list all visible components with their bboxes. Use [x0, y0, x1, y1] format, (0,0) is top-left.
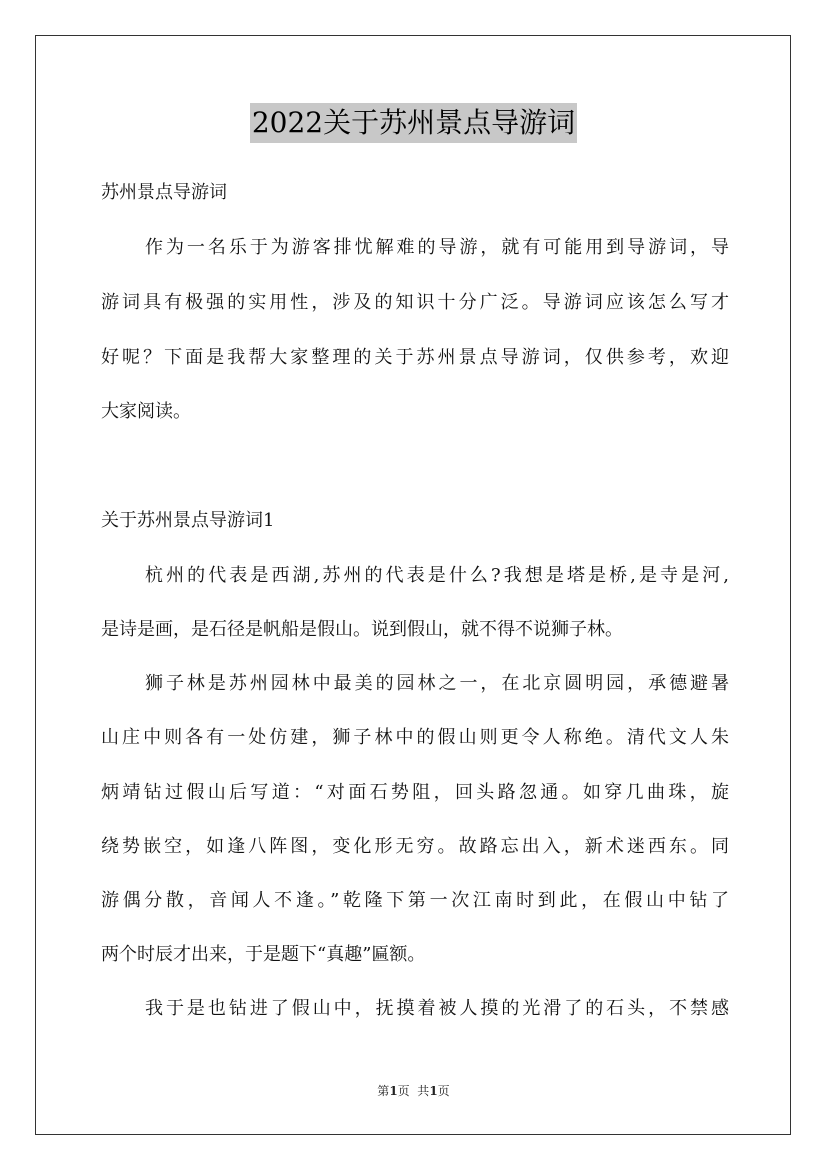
footer-page-mid: 页 共	[397, 1084, 430, 1098]
intro-line-3: 好呢？下面是我帮大家整理的关于苏州景点导游词，仅供参考，欢迎	[101, 347, 729, 368]
section-heading: 关于苏州景点导游词1	[101, 510, 275, 531]
para2-line-5: 游偶分散，音闻人不逢。”乾隆下第一次江南时到此，在假山中钻了	[101, 890, 729, 911]
para3-line-1: 我于是也钻进了假山中，抚摸着被人摸的光滑了的石头，不禁感	[145, 998, 729, 1019]
para1-line-2: 是诗是画，是石径是帆船是假山。说到假山，就不得不说狮子林。	[101, 619, 623, 640]
para2-line-2: 山庄中则各有一处仿建，狮子林中的假山则更令人称绝。清代文人朱	[101, 727, 729, 748]
para1-line-1: 杭州的代表是西湖,苏州的代表是什么?我想是塔是桥,是寺是河,	[145, 565, 729, 586]
document-title: 2022关于苏州景点导游词	[250, 103, 577, 143]
page-footer	[0, 1083, 827, 1099]
document-subtitle: 苏州景点导游词	[101, 182, 227, 203]
footer-page-suffix: 页	[437, 1084, 450, 1098]
title-wrap	[0, 103, 827, 143]
para2-line-3: 炳靖钻过假山后写道：“对面石势阻，回头路忽通。如穿几曲珠，旋	[101, 782, 729, 803]
intro-line-2: 游词具有极强的实用性，涉及的知识十分广泛。导游词应该怎么写才	[101, 292, 729, 313]
para2-line-6: 两个时辰才出来，于是题下“真趣”匾额。	[101, 944, 426, 965]
para2-line-4: 绕势嵌空，如逢八阵图，变化形无穷。故路忘出入，新术迷西东。同	[101, 836, 729, 857]
footer-page-current: 1	[389, 1084, 398, 1098]
footer-page-prefix: 第	[377, 1084, 390, 1098]
intro-line-4: 大家阅读。	[101, 401, 191, 422]
intro-line-1: 作为一名乐于为游客排忧解难的导游，就有可能用到导游词，导	[145, 237, 729, 258]
footer-page-total: 1	[429, 1084, 438, 1098]
para2-line-1: 狮子林是苏州园林中最美的园林之一，在北京圆明园，承德避暑	[145, 673, 729, 694]
